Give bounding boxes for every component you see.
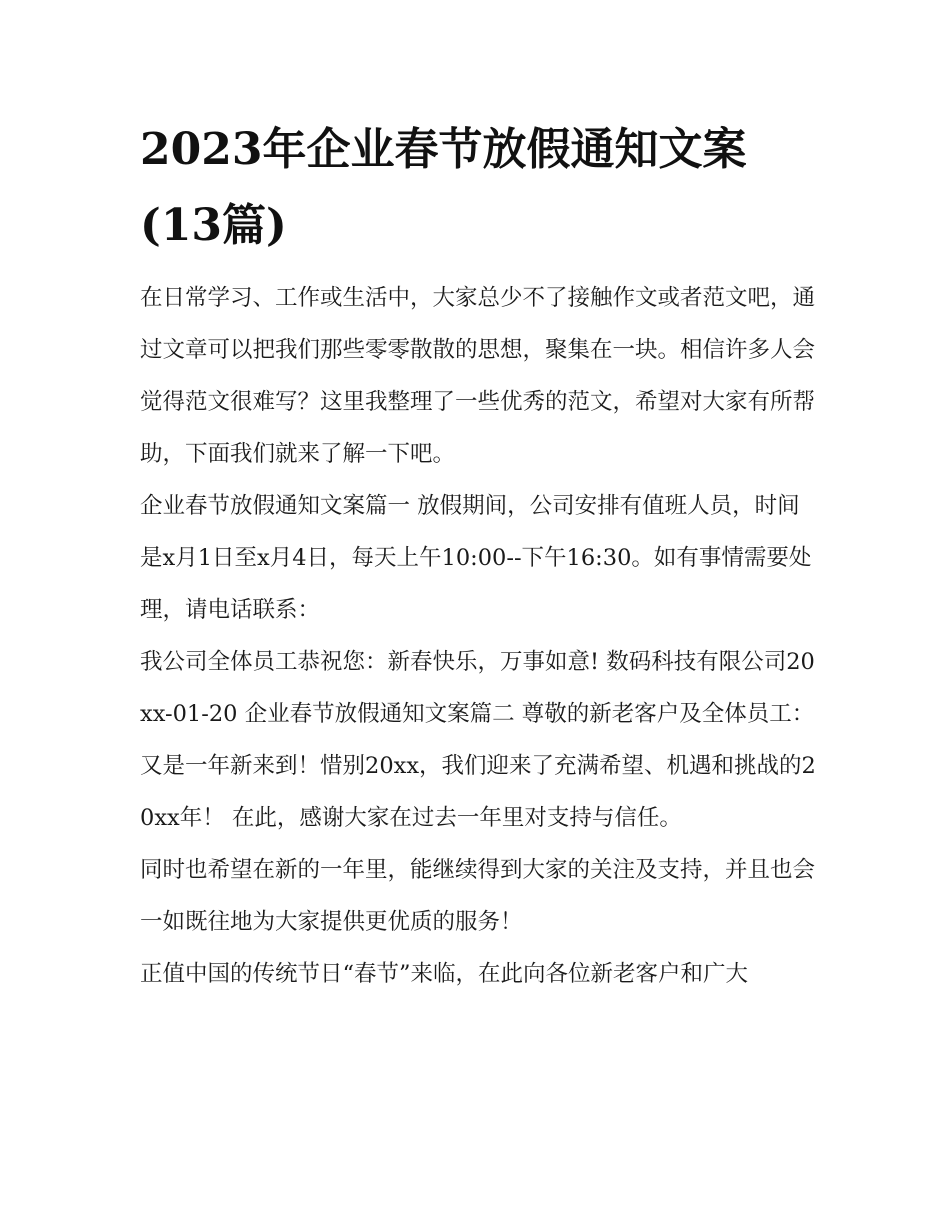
paragraph-intro: 在日常学习、工作或生活中，大家总少不了接触作文或者范文吧，通过文章可以把我们那些零零散散的思想，聚集在一块。相信许多人会觉得范文很难写？这里我整理了一些优秀的范文，希望对大家有所帮助，下面我们就来了解一下吧。 [140, 285, 816, 467]
paragraph-notice-one: 企业春节放假通知文案篇一 放假期间，公司安排有值班人员，时间是x月1日至x月4日，每天上午10:00--下午16:30。如有事情需要处理，请电话联系： [140, 493, 812, 623]
document-body [140, 272, 820, 1000]
document-title: 2023年企业春节放假通知文案(13篇) [140, 124, 747, 251]
paragraph-greeting: 我公司全体员工恭祝您：新春快乐，万事如意! 数码科技有限公司20xx-01-20 企业春节放假通知文案篇二 尊敬的新老客户及全体员工： [140, 649, 815, 727]
paragraph-new-year: 又是一年新来到！惜别20xx，我们迎来了充满希望、机遇和挑战的20xx年！ 在此，感谢大家在过去一年里对支持与信任。 [140, 753, 816, 831]
paragraph-spring-festival: 正值中国的传统节日“春节”来临，在此向各位新老客户和广大 [140, 961, 749, 987]
paragraph-support: 同时也希望在新的一年里，能继续得到大家的关注及支持，并且也会一如既往地为大家提供更优质的服务！ [140, 857, 816, 935]
